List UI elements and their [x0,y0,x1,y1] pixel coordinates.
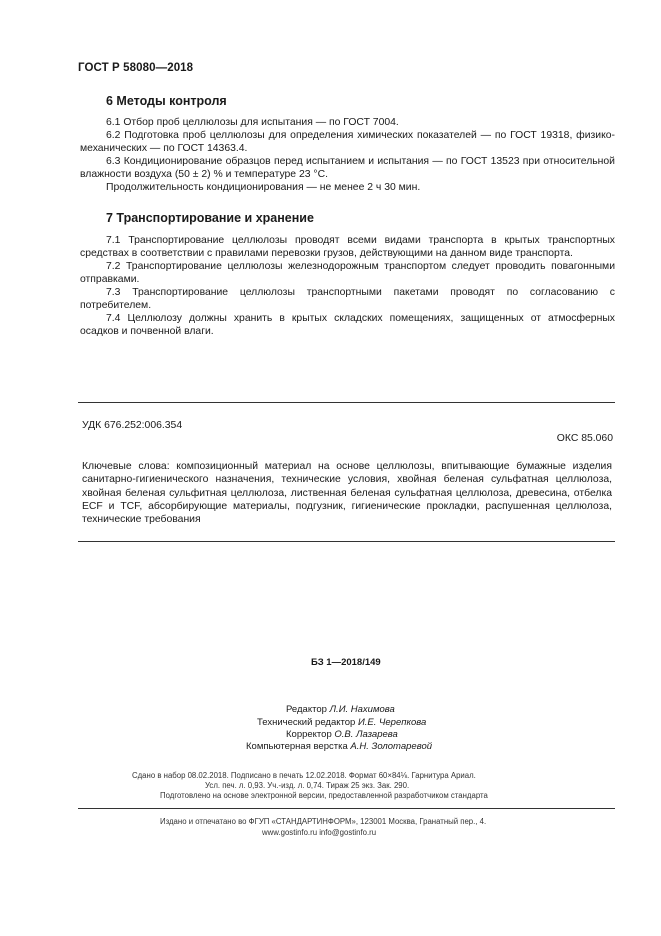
section-7-heading: 7 Транспортирование и хранение [106,211,314,225]
publisher-web: www.gostinfo.ru info@gostinfo.ru [262,828,377,837]
print-details-1: Сдано в набор 08.02.2018. Подписано в печать 12.02.2018. Формат 60×84⅛. Гарнитура Ариал. [132,771,476,780]
paragraph-6-4-text: Продолжительность кондиционирования — не менее 2 ч 30 мин. [106,182,421,193]
credit-editor-label: Редактор [286,704,327,715]
paragraph-7-3-text: 7.3 Транспортирование целлюлозы транспортными пакетами проводят по согласованию с потребителем. [80,287,615,312]
divider-top [78,402,615,403]
credit-tech-editor-name: И.Е. Черепкова [357,717,427,728]
credit-tech-editor-label: Технический редактор [257,717,356,728]
credit-layout-label: Компьютерная верстка [246,741,348,752]
paragraph-7-3 [80,286,615,312]
standard-code: ГОСТ Р 58080—2018 [78,62,194,74]
publisher-line: Издано и отпечатано во ФГУП «СТАНДАРТИНФОРМ», 123001 Москва, Гранатный пер., 4. [160,817,487,826]
paragraph-6-3 [80,155,615,181]
divider-imprint [78,808,615,809]
paragraph-7-2 [80,260,615,286]
keywords: Ключевые слова: композиционный материал на основе целлюлозы, впитывающие бумажные изделия санитарно-гигиенического назначения, технические условия, хвойная беленая сульфатная целлюлоза, хвойная беленая сульфитная целлюлоза, лиственная беленая сульфатная целлюлоза, древесина, отбелка ECF и TCF, абсорбирующие материалы, подгузник, гигиенические прокладки, распушенная целлюлоза, технические требования [82,461,612,526]
paragraph-6-3-text: 6.3 Кондиционирование образцов перед испытанием и испытания — по ГОСТ 13523 при относительной влажности воздуха (50 ± 2) % и температуре 23 °С. [80,156,615,181]
credit-corrector [286,729,398,740]
paragraph-6-1 [80,116,615,129]
paragraph-7-2-text: 7.2 Транспортирование целлюлозы железнодорожным транспортом следует проводить повагонными отправками. [80,261,615,286]
credit-editor [286,704,395,715]
credit-tech-editor [257,717,426,728]
section-6-heading: 6 Методы контроля [106,94,227,108]
paragraph-6-4 [80,181,615,194]
credit-corrector-name: О.В. Лазарева [334,729,398,740]
divider-bottom [78,541,615,542]
paragraph-7-4-text: 7.4 Целлюлозу должны хранить в крытых складских помещениях, защищенных от атмосферных осадков и почвенной влаги. [80,313,615,338]
print-details-2: Усл. печ. л. 0,93. Уч.-изд. л. 0,74. Тираж 25 экз. Зак. 290. [205,781,410,790]
credit-corrector-label: Корректор [286,729,332,740]
credit-layout-name: А.Н. Золотаревой [350,741,433,752]
paragraph-6-2 [80,129,615,155]
print-details-3: Подготовлено на основе электронной версии, предоставленной разработчиком стандарта [160,791,488,800]
paragraph-6-1-text: 6.1 Отбор проб целлюлозы для испытания — по ГОСТ 7004. [106,117,399,128]
paragraph-6-2-text: 6.2 Подготовка проб целлюлозы для определения химических показателей — по ГОСТ 19318, физико-механических — по ГОСТ 14363.4. [80,130,615,155]
bz-number: БЗ 1—2018/149 [311,657,381,668]
paragraph-7-4 [80,312,615,338]
credit-layout [246,741,432,752]
credit-editor-name: Л.И. Нахимова [329,704,395,715]
paragraph-7-1 [80,234,615,260]
oks-code: ОКС 85.060 [556,433,613,444]
paragraph-7-1-text: 7.1 Транспортирование целлюлозы проводят всеми видами транспорта в крытых транспортных средствах в соответствии с правилами перевозки грузов, действующими на данном виде транспорта. [80,235,615,260]
udk-code: УДК 676.252:006.354 [82,420,183,431]
